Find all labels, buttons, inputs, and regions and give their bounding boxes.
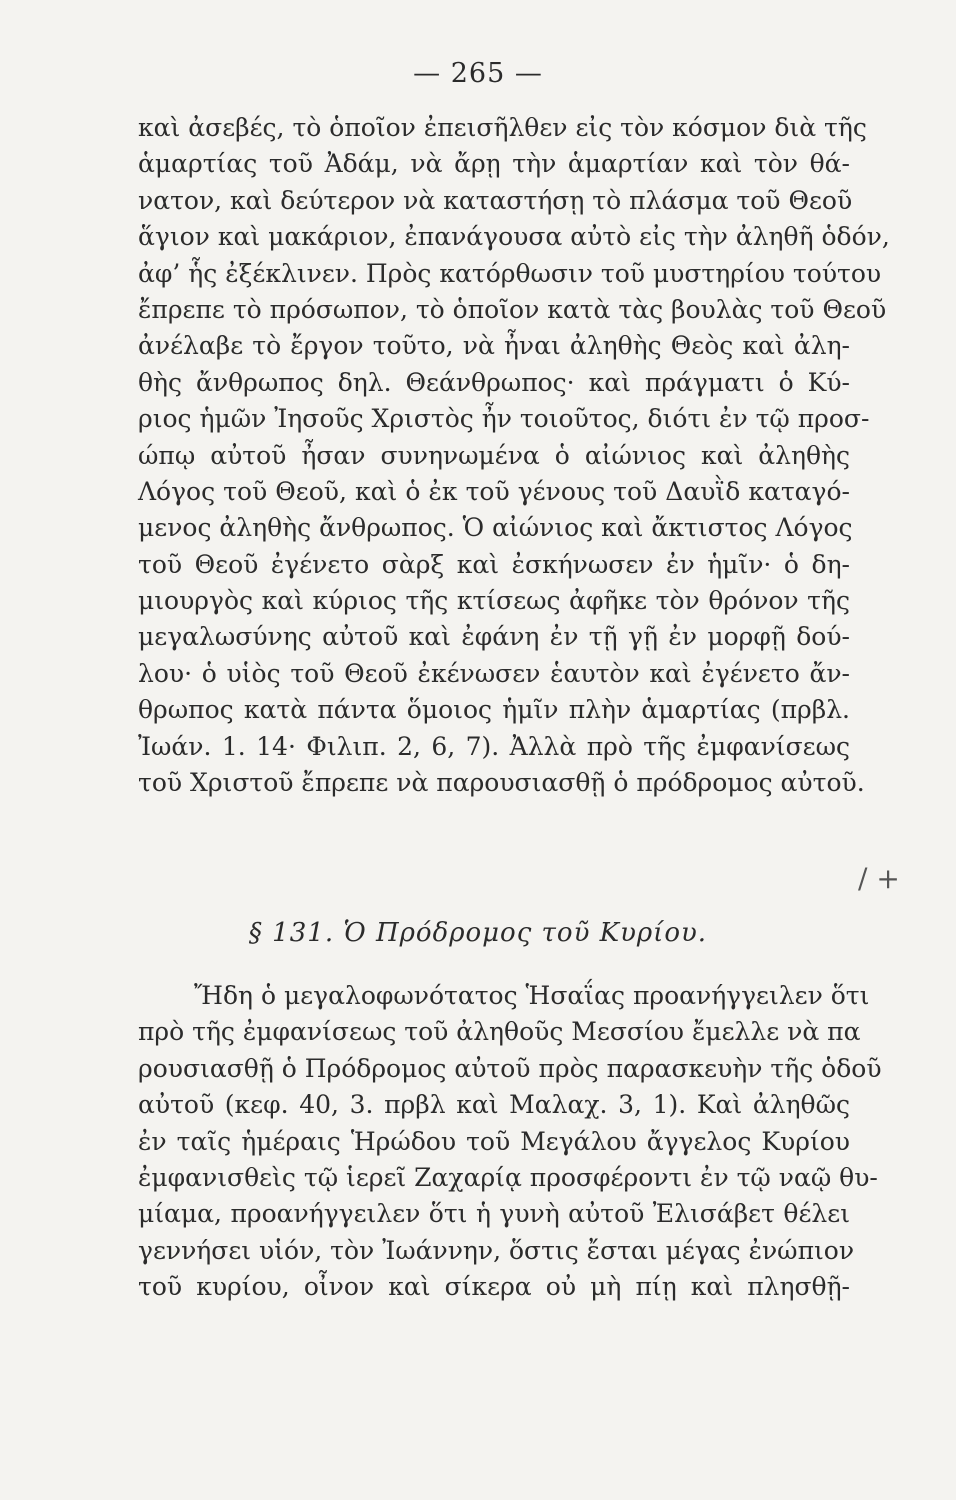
text-line: ἐν ταῖς ἡμέραις Ἡρώδου τοῦ Μεγάλου ἄγγελος Κυρίου — [138, 1126, 850, 1156]
text-line: ριος ἡμῶν Ἰησοῦς Χριστὸς ἦν τοιοῦτος, διότι ἐν τῷ προσ- — [138, 404, 870, 434]
text-line: αὐτοῦ (κεφ. 40, 3. πρβλ καὶ Μαλαχ. 3, 1). Καὶ ἀληθῶς — [138, 1090, 850, 1120]
text-line: μιουργὸς καὶ κύριος τῆς κτίσεως ἀφῆκε τὸν θρόνον τῆς — [138, 586, 850, 616]
text-line: τοῦ κυρίου, οἶνον καὶ σίκερα οὐ μὴ πίῃ καὶ πλησθῇ- — [138, 1272, 850, 1302]
text-line: Ἤδη ὁ μεγαλοφωνότατος Ἡσαΐας προανήγγειλεν ὅτι — [194, 981, 870, 1010]
margin-mark: / + — [858, 862, 900, 895]
text-line: θρωπος κατὰ πάντα ὅμοιος ἡμῖν πλὴν ἁμαρτίας (πρβλ. — [138, 695, 850, 725]
text-line: καὶ ἀσεβές, τὸ ὁποῖον ἐπεισῆλθεν εἰς τὸν κόσμον διὰ τῆς — [138, 113, 867, 142]
text-line: ἔπρεπε τὸ πρόσωπον, τὸ ὁποῖον κατὰ τὰς βουλὰς τοῦ Θεοῦ — [138, 294, 887, 324]
text-line: μίαμα, προανήγγειλεν ὅτι ἡ γυνὴ αὐτοῦ Ἐλισάβετ θέλει — [138, 1199, 850, 1229]
paragraph-2 — [138, 978, 882, 1306]
text-line: τοῦ Θεοῦ ἐγένετο σὰρξ καὶ ἐσκήνωσεν ἐν ἡμῖν· ὁ δη- — [138, 549, 850, 579]
text-line: Λόγος τοῦ Θεοῦ, καὶ ὁ ἐκ τοῦ γένους τοῦ Δαυῒδ καταγό- — [138, 476, 850, 506]
text-line: ἀνέλαβε τὸ ἔργον τοῦτο, νὰ ἦναι ἀληθὴς Θεὸς καὶ ἀλη- — [138, 331, 850, 361]
text-line: ἁμαρτίας τοῦ Ἀδάμ, νὰ ἄρῃ τὴν ἁμαρτίαν καὶ τὸν θά- — [138, 149, 850, 179]
page-number: — 265 — — [413, 58, 543, 89]
section-heading: § 131. Ὁ Πρόδρομος τοῦ Κυρίου. — [248, 918, 708, 948]
text-line: ώπῳ αὐτοῦ ἦσαν συνηνωμένα ὁ αἰώνιος καὶ ἀληθὴς — [138, 440, 850, 470]
text-line: ἐμφανισθεὶς τῷ ἱερεῖ Ζαχαρίᾳ προσφέροντι ἐν τῷ ναῷ θυ- — [138, 1162, 878, 1192]
text-line: Ἰωάν. 1. 14· Φιλιπ. 2, 6, 7). Ἀλλὰ πρὸ τῆς ἐμφανίσεως — [138, 731, 850, 761]
text-line: τοῦ Χριστοῦ ἔπρεπε νὰ παρουσιασθῇ ὁ πρόδρομος αὐτοῦ. — [138, 768, 865, 798]
text-line: ρουσιασθῇ ὁ Πρόδρομος αὐτοῦ πρὸς παρασκευὴν τῆς ὁδοῦ — [138, 1053, 882, 1083]
paragraph-1 — [138, 110, 890, 801]
text-line: θὴς ἄνθρωπος δηλ. Θεάνθρωπος· καὶ πράγματι ὁ Κύ- — [138, 367, 850, 397]
text-line: νατον, καὶ δεύτερον νὰ καταστήσῃ τὸ πλάσμα τοῦ Θεοῦ — [138, 185, 853, 215]
text-line: ἀφ’ ἧς ἐξέκλινεν. Πρὸς κατόρθωσιν τοῦ μυστηρίου τούτου — [138, 258, 882, 288]
text-line: μεγαλωσύνης αὐτοῦ καὶ ἐφάνη ἐν τῇ γῇ ἐν μορφῇ δού- — [138, 622, 850, 652]
text-line: πρὸ τῆς ἐμφανίσεως τοῦ ἀληθοῦς Μεσσίου ἔμελλε νὰ πα — [138, 1017, 861, 1047]
text-line: γεννήσει υἱόν, τὸν Ἰωάννην, ὅστις ἔσται μέγας ἐνώπιον — [138, 1235, 855, 1265]
text-line: λου· ὁ υἱὸς τοῦ Θεοῦ ἐκένωσεν ἑαυτὸν καὶ ἐγένετο ἄν- — [138, 658, 850, 688]
text-line: μενος ἀληθὴς ἄνθρωπος. Ὁ αἰώνιος καὶ ἄκτιστος Λόγος — [138, 513, 853, 543]
text-line: ἅγιον καὶ μακάριον, ἐπανάγουσα αὐτὸ εἰς τὴν ἀληθῆ ὁδόν, — [138, 222, 890, 252]
